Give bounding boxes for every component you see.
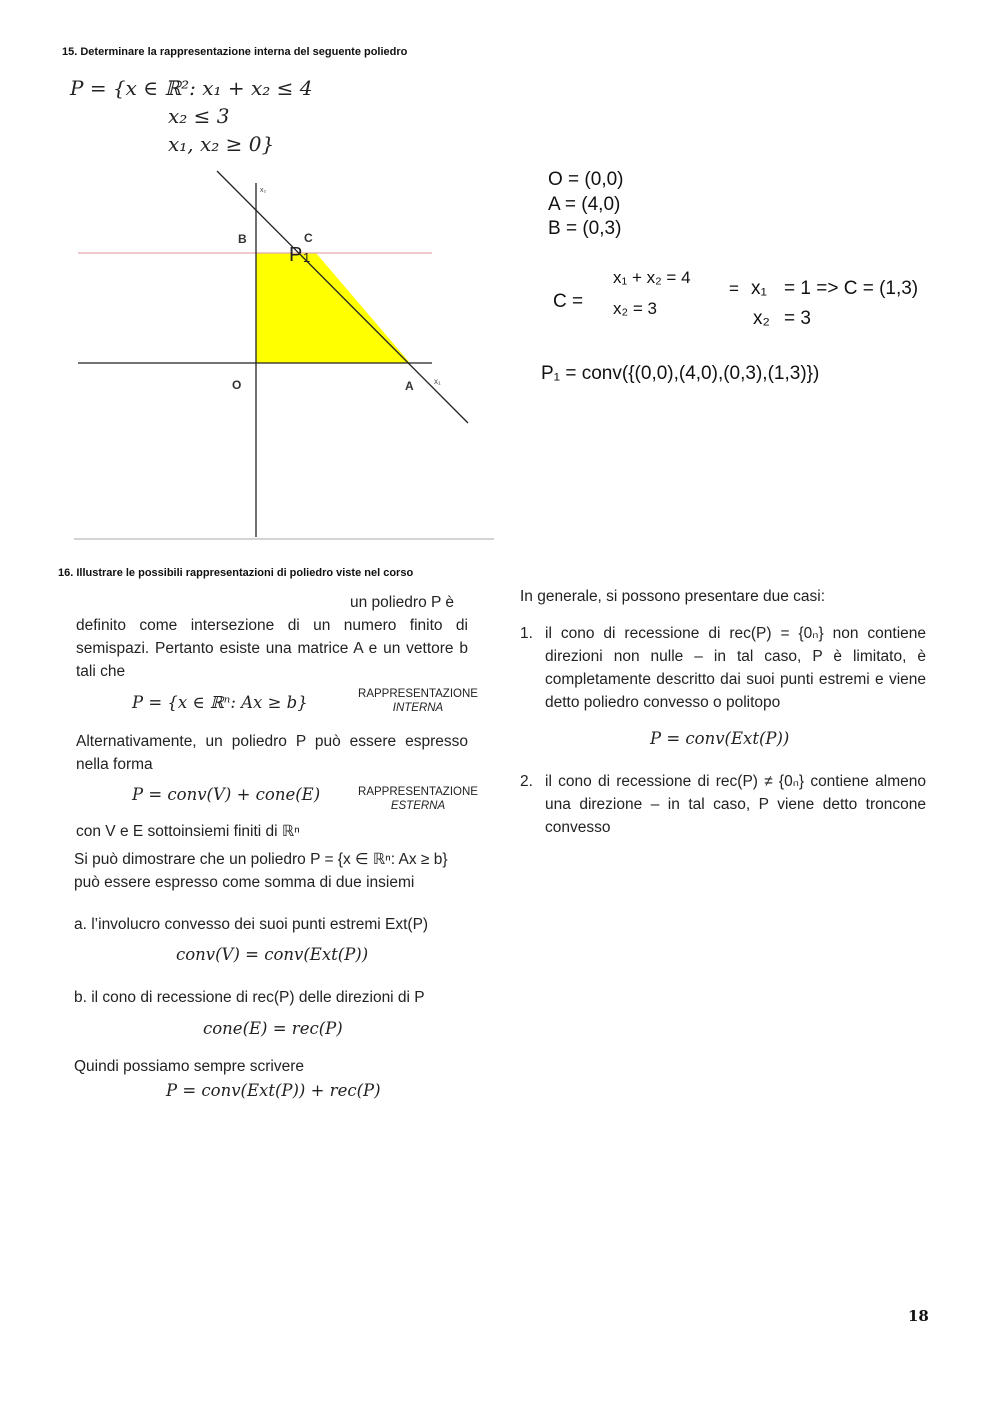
q16-item2-text: il cono di recessione di rec(P) ≠ {0ₙ} contiene almeno una direzione – in tal caso, P viene detto troncone convesso xyxy=(545,773,926,836)
system-eq-sign: = xyxy=(729,279,739,298)
eq-a: conv(V) = conv(Ext(P)) xyxy=(176,945,369,964)
system-x1-value: = 1 => C = (1,3) xyxy=(784,278,919,299)
q16-item-a: a. l’involucro convesso dei suoi punti estremi Ext(P) xyxy=(74,916,429,933)
x2-axis-label: x₂ xyxy=(260,187,267,194)
label-internal-kind: INTERNA xyxy=(392,702,444,714)
eq-politope: P = conv(Ext(P)) xyxy=(650,729,790,748)
q15-graph xyxy=(70,165,500,545)
point-b: B = (0,3) xyxy=(548,218,622,239)
eq-internal-representation: P = {x ∈ ℝⁿ: Ax ≥ b} xyxy=(132,693,308,712)
label-internal-rep: RAPPRESENTAZIONE xyxy=(358,688,478,700)
system-lhs: C = xyxy=(553,291,584,312)
eq-external-representation: P = conv(V) + cone(E) xyxy=(132,785,321,804)
region-label: P xyxy=(289,244,303,266)
system-x1-name: x₁ xyxy=(751,278,767,299)
q16-p1-rest: definito come intersezione di un numero finito di semispazi. Pertanto esiste una matrice A e un vettore b tali che xyxy=(76,617,468,680)
point-b-label: B xyxy=(238,232,247,246)
page-number: 18 xyxy=(908,1307,929,1325)
label-internal xyxy=(358,687,478,715)
q16-p5: Quindi possiamo sempre scrivere xyxy=(74,1058,305,1075)
system-eq1: x₁ + x₂ = 4 xyxy=(613,268,691,287)
q16-item1-number: 1. xyxy=(520,625,533,642)
q16-p1-start: un poliedro P è xyxy=(350,594,454,611)
label-external-kind: ESTERNA xyxy=(390,800,446,812)
q15-def-line2: x₂ ≤ 3 xyxy=(168,104,230,128)
q16-p4: Si può dimostrare che un poliedro P = {x ∈ ℝⁿ: Ax ≥ b} può essere espresso come somma di due insiemi xyxy=(74,851,448,891)
q15-def-line1: P = {x ∈ ℝ²: x₁ + x₂ ≤ 4 xyxy=(70,76,313,100)
constraint-sum-line xyxy=(217,171,468,423)
q15-title: 15. Determinare la rappresentazione interna del seguente poliedro xyxy=(62,46,408,58)
point-a: A = (4,0) xyxy=(548,194,621,215)
q15-result: P₁ = conv({(0,0),(4,0),(0,3),(1,3)}) xyxy=(541,363,820,384)
x1-axis-label: x₁ xyxy=(434,377,441,386)
feasible-region xyxy=(256,253,410,363)
eq-b: cone(E) = rec(P) xyxy=(203,1019,343,1038)
q15-def-line3: x₁, x₂ ≥ 0} xyxy=(168,132,275,156)
q16-item1-text: il cono di recessione di rec(P) = {0ₙ} non contiene direzioni non nulle – in tal caso, P è limitato, è completamente descritto dai suoi punti estremi e viene detto poliedro convesso o politopo xyxy=(545,625,926,711)
q16-item-b: b. il cono di recessione di rec(P) delle direzioni di P xyxy=(74,989,425,1006)
system-eq2: x₂ = 3 xyxy=(613,299,657,318)
point-c-label: C xyxy=(304,231,313,245)
system-x2-value: = 3 xyxy=(784,308,811,329)
point-a-label: A xyxy=(405,379,414,393)
label-external-rep: RAPPRESENTAZIONE xyxy=(358,786,478,798)
q16-right-intro: In generale, si possono presentare due casi: xyxy=(520,588,826,605)
q16-p2: Alternativamente, un poliedro P può essere espresso nella forma xyxy=(76,733,468,773)
point-o: O = (0,0) xyxy=(548,169,624,190)
system-x2-name: x₂ xyxy=(753,308,770,329)
q16-item2-number: 2. xyxy=(520,773,533,790)
point-o-label: O xyxy=(232,378,242,392)
q16-p3: con V e E sottoinsiemi finiti di ℝⁿ xyxy=(76,823,300,840)
q16-title: 16. Illustrare le possibili rappresentazioni di poliedro viste nel corso xyxy=(58,567,414,579)
label-external xyxy=(358,785,478,813)
region-label-subscript: 1 xyxy=(303,250,311,265)
eq-final: P = conv(Ext(P)) + rec(P) xyxy=(166,1081,381,1100)
